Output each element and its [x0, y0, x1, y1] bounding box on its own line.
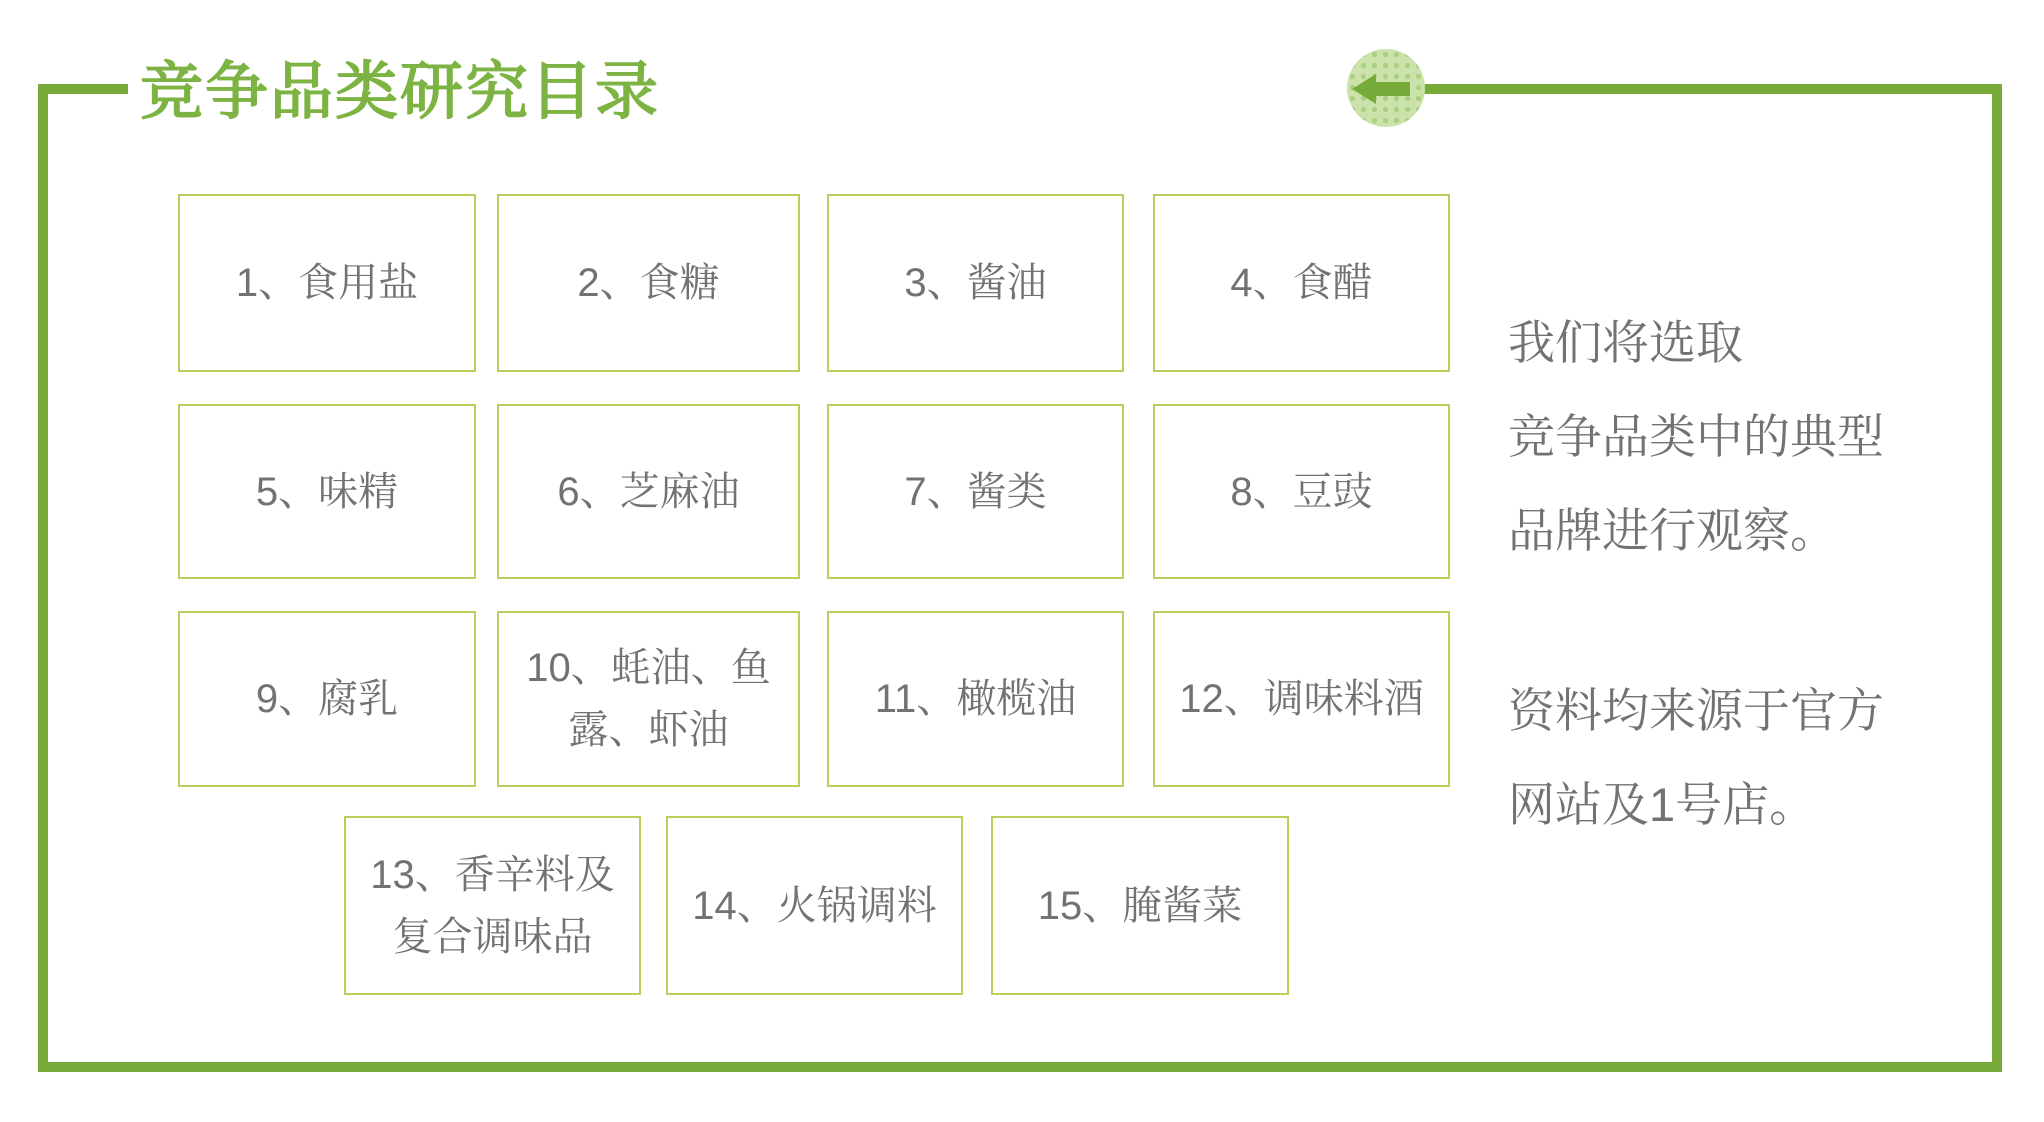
category-box-15: 15、腌酱菜	[991, 816, 1289, 995]
category-box-7: 7、酱类	[827, 404, 1124, 579]
category-box-1: 1、食用盐	[178, 194, 476, 372]
side-note-line: 资料均来源于官方	[1508, 684, 1884, 737]
category-box-6: 6、芝麻油	[497, 404, 800, 579]
category-box-5: 5、味精	[178, 404, 476, 579]
side-note-line: 网站及1号店。	[1508, 778, 1817, 831]
category-box-14: 14、火锅调料	[666, 816, 963, 995]
category-box-13: 13、香辛料及复合调味品	[344, 816, 641, 995]
side-note-line: 竞争品类中的典型	[1508, 410, 1884, 463]
side-note-line: 我们将选取	[1508, 316, 1743, 369]
side-note-line: 品牌进行观察。	[1508, 504, 1837, 557]
frame-top-left-stub	[38, 84, 128, 94]
side-note-paragraph-1	[1508, 296, 1884, 578]
back-arrow-icon[interactable]	[1352, 71, 1410, 107]
category-box-8: 8、豆豉	[1153, 404, 1450, 579]
category-box-11: 11、橄榄油	[827, 611, 1124, 787]
category-box-12: 12、调味料酒	[1153, 611, 1450, 787]
frame-left-line	[38, 84, 48, 1072]
category-box-2: 2、食糖	[497, 194, 800, 372]
frame-top-right-line	[1408, 84, 2002, 94]
frame-right-line	[1992, 84, 2002, 1072]
category-box-3: 3、酱油	[827, 194, 1124, 372]
category-box-10: 10、蚝油、鱼露、虾油	[497, 611, 800, 787]
category-box-4: 4、食醋	[1153, 194, 1450, 372]
page-title: 竞争品类研究目录	[140, 57, 660, 127]
frame-bottom-line	[38, 1062, 2002, 1072]
category-box-9: 9、腐乳	[178, 611, 476, 787]
side-note-paragraph-2	[1508, 664, 1884, 852]
